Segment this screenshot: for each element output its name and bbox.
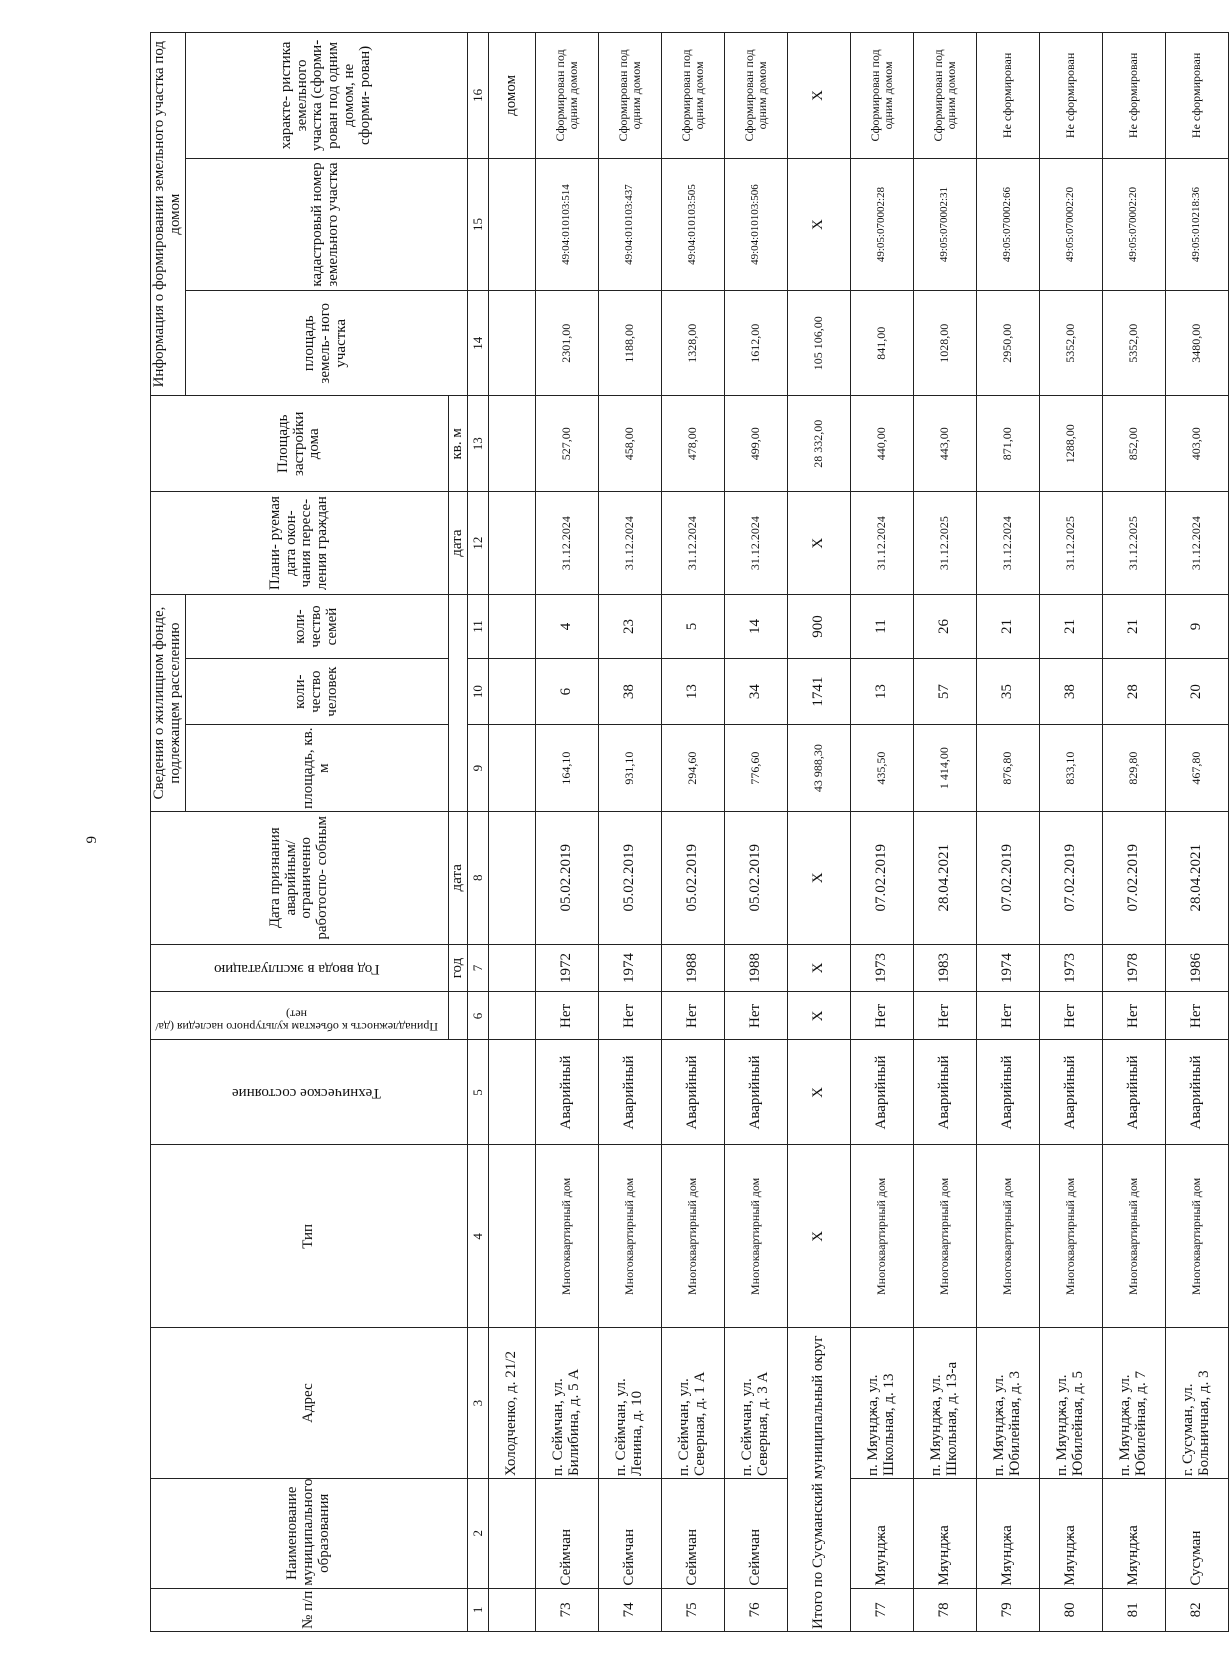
column-number: 8 [467,812,488,944]
cell-type: Многоквартирный дом [535,1145,598,1328]
table-row [1102,33,1165,1632]
cell-n: 78 [913,1588,976,1631]
column-number: 4 [467,1145,488,1328]
cell-heritage: Нет [1102,992,1165,1040]
cell-state: Аварийный [661,1040,724,1145]
cell-type: Многоквартирный дом [1165,1145,1228,1328]
cell-mo: Сусуман [1165,1478,1228,1588]
cell-build: 871,00 [976,396,1039,492]
cell-address: п. Мяунджа, ул. Юбилейная, д. 7 [1102,1328,1165,1479]
cell-year: 1988 [661,944,724,992]
cell-cad: 49:04:010103:505 [661,158,724,290]
cell-char: Сформирован под одним домом [850,33,913,159]
table-row [1165,33,1228,1632]
unit-year: год [448,944,467,992]
cell-state: Аварийный [598,1040,661,1145]
cell-type: Многоквартирный дом [913,1145,976,1328]
cell-state: Аварийный [850,1040,913,1145]
cell-n: 75 [661,1588,724,1631]
cell-n: 73 [535,1588,598,1631]
table-row [535,33,598,1632]
table-row [850,33,913,1632]
header-characteristic: характе- ристика земельного участка (сформи- рован под одним домом, не сформи- рован) [185,33,467,159]
cell-address: п. Сеймчан, ул. Ленина, д. 10 [598,1328,661,1479]
header-land-area: площадь земель- ного участка [185,291,467,396]
column-number: 6 [467,992,488,1040]
cell-mo: Мяунджа [1039,1478,1102,1588]
table-row [661,33,724,1632]
cell-build: 852,00 [1102,396,1165,492]
unit-build-area: кв. м [448,396,467,492]
cell-char: Не сформирован [1039,33,1102,159]
cell-land: 2950,00 [976,291,1039,396]
header-address: Адрес [151,1328,468,1479]
cell-heritage: Нет [850,992,913,1040]
page-number: 9 [84,835,100,843]
cell-area: 833,10 [1039,725,1102,812]
cell-cad: 49:04:010103:514 [535,158,598,290]
header-state: Техническое состояние [151,1040,468,1145]
cell-address: п. Мяунджа, ул. Юбилейная, д. 3 [976,1328,1039,1479]
cell-build: 458,00 [598,396,661,492]
column-number: 16 [467,33,488,159]
cell-date: 05.02.2019 [535,812,598,944]
cell-end: 31.12.2024 [850,492,913,595]
cell-families: 14 [724,595,787,659]
cell-area: 467,80 [1165,725,1228,812]
cell-year: 1973 [1039,944,1102,992]
cell-families: 11 [850,595,913,659]
cell-people: 13 [850,659,913,725]
column-number: 10 [467,659,488,725]
header-type: Тип [151,1145,468,1328]
column-number: 1 [467,1588,488,1631]
cell-mo: Сеймчан [598,1478,661,1588]
cell-heritage: Нет [535,992,598,1040]
cell-people: 20 [1165,659,1228,725]
cell-land: 3480,00 [1165,291,1228,396]
cell-address: г. Сусуман, ул. Больничная, д. 3 [1165,1328,1228,1479]
cell-families: 21 [976,595,1039,659]
cell-cad: 49:04:010103:506 [724,158,787,290]
cell-n: 77 [850,1588,913,1631]
cell-year: 1972 [535,944,598,992]
cell-type: Многоквартирный дом [1102,1145,1165,1328]
cell-type: Многоквартирный дом [598,1145,661,1328]
total-row: Итого по Сусуманский муниципальный округ X X X X X 43 988,30 1741 900 X 28 332,00 105 106,00 X X [787,33,850,1632]
cell-mo: Мяунджа [976,1478,1039,1588]
rotated-table-container [150,32,1212,1632]
cell-date: 05.02.2019 [661,812,724,944]
cell-cad: 49:05:010218:36 [1165,158,1228,290]
column-number: 12 [467,492,488,595]
cell-end: 31.12.2024 [598,492,661,595]
cell-people: 28 [1102,659,1165,725]
cell-people: 38 [1039,659,1102,725]
column-number: 7 [467,944,488,992]
unit-end-date: дата [448,492,467,595]
cell-state: Аварийный [976,1040,1039,1145]
cell-state: Аварийный [1102,1040,1165,1145]
header-families: коли- чество семей [185,595,448,659]
cell-area: 876,80 [976,725,1039,812]
cell-mo: Мяунджа [1102,1478,1165,1588]
cell-people: 57 [913,659,976,725]
cell-build: 443,00 [913,396,976,492]
table-row [976,33,1039,1632]
cell-build: 499,00 [724,396,787,492]
cell-area: 829,80 [1102,725,1165,812]
cell-end: 31.12.2024 [661,492,724,595]
cell-char: Сформирован под одним домом [724,33,787,159]
column-number: 14 [467,291,488,396]
cell-cad: 49:05:070002:20 [1102,158,1165,290]
cell-land: 2301,00 [535,291,598,396]
cell-cad: 49:05:070002:66 [976,158,1039,290]
unit-date: дата [448,812,467,944]
cell-address: п. Сеймчан, ул. Северная, д. 1 А [661,1328,724,1479]
cell-people: 38 [598,659,661,725]
cell-families: 9 [1165,595,1228,659]
cell-address: п. Сеймчан, ул. Северная, д. 3 А [724,1328,787,1479]
cell-char: Сформирован под одним домом [913,33,976,159]
housing-table [150,32,1229,1632]
cell-area: 435,50 [850,725,913,812]
header-housing-group: Сведения о жилищном фонде, подлежащем расселению [151,595,186,812]
cell-area: 164,10 [535,725,598,812]
cell-end: 31.12.2025 [1102,492,1165,595]
cell-mo: Мяунджа [913,1478,976,1588]
cell-area: 294,60 [661,725,724,812]
table-row: Холодченко, д. 21/2 домом [488,33,535,1632]
cell-year: 1974 [976,944,1039,992]
cell-state: Аварийный [1165,1040,1228,1145]
cell-year: 1983 [913,944,976,992]
cell-cad: 49:05:070002:20 [1039,158,1102,290]
header-date: Дата признания аварийным/ ограниченно работоспо- собным [151,812,449,944]
cell-date: 07.02.2019 [1039,812,1102,944]
cell-families: 21 [1039,595,1102,659]
header-mo: Наименование муниципального образования [151,1478,468,1588]
cell-char: Сформирован под одним домом [598,33,661,159]
cell-state: Аварийный [535,1040,598,1145]
cell-mo: Сеймчан [724,1478,787,1588]
cell-type: Многоквартирный дом [661,1145,724,1328]
cell-people: 6 [535,659,598,725]
cell-address: п. Мяунджа, ул. Юбилейная, д. 5 [1039,1328,1102,1479]
header-heritage: Принадлежность к объектам культурного наследия (да/нет) [151,992,449,1040]
cell-end: 31.12.2024 [724,492,787,595]
cell-end: 31.12.2024 [976,492,1039,595]
cell-people: 34 [724,659,787,725]
cell-year: 1978 [1102,944,1165,992]
cell-heritage: Нет [1039,992,1102,1040]
cell-cad: 49:04:010103:437 [598,158,661,290]
cell-end: 31.12.2025 [913,492,976,595]
cell-date: 28.04.2021 [913,812,976,944]
cell-cad: 49:05:070002:31 [913,158,976,290]
cell-char: Сформирован под одним домом [661,33,724,159]
cell-year: 1986 [1165,944,1228,992]
cell-end: 31.12.2024 [1165,492,1228,595]
cell-end: 31.12.2024 [535,492,598,595]
cell-land: 5352,00 [1039,291,1102,396]
cell-date: 07.02.2019 [850,812,913,944]
cell-state: Аварийный [913,1040,976,1145]
cell-n: 80 [1039,1588,1102,1631]
cell-address: п. Сеймчан, ул. Билибина, д. 5 А [535,1328,598,1479]
cell-mo: Сеймчан [661,1478,724,1588]
cell-year: 1974 [598,944,661,992]
cell-type: Многоквартирный дом [1039,1145,1102,1328]
header-end-date: Плани- руемая дата окон- чания пересе- ления граждан [151,492,449,595]
cell-char: Сформирован под одним домом [535,33,598,159]
cell-date: 05.02.2019 [598,812,661,944]
cell-n: 81 [1102,1588,1165,1631]
cell-area: 1 414,00 [913,725,976,812]
cell-families: 4 [535,595,598,659]
cell-area: 776,60 [724,725,787,812]
cell-land: 1612,00 [724,291,787,396]
cell-type: Многоквартирный дом [850,1145,913,1328]
cell-mo: Мяунджа [850,1478,913,1588]
cell-people: 13 [661,659,724,725]
cell-heritage: Нет [724,992,787,1040]
cell-year: 1988 [724,944,787,992]
header-people: коли- чество человек [185,659,448,725]
header-year: Год ввода в эксплуатацию [151,944,449,992]
cell-families: 21 [1102,595,1165,659]
column-number: 15 [467,158,488,290]
cell-type: Многоквартирный дом [724,1145,787,1328]
cell-build: 1288,00 [1039,396,1102,492]
cell-land: 1328,00 [661,291,724,396]
cell-families: 5 [661,595,724,659]
cell-n: 79 [976,1588,1039,1631]
cell-land: 1188,00 [598,291,661,396]
cell-build: 527,00 [535,396,598,492]
cell-char: Не сформирован [1165,33,1228,159]
cell-date: 07.02.2019 [1102,812,1165,944]
cell-end: 31.12.2025 [1039,492,1102,595]
header-number: № п/п [151,1588,468,1631]
cell-heritage: Нет [598,992,661,1040]
cell-date: 07.02.2019 [976,812,1039,944]
cell-heritage: Нет [913,992,976,1040]
cell-n: 76 [724,1588,787,1631]
cell-type: Многоквартирный дом [976,1145,1039,1328]
cell-state: Аварийный [1039,1040,1102,1145]
column-number: 11 [467,595,488,659]
cell-heritage: Нет [976,992,1039,1040]
header-cadastral: кадастровый номер земельного участка [185,158,467,290]
cell-land: 841,00 [850,291,913,396]
cell-mo: Сеймчан [535,1478,598,1588]
cell-build: 403,00 [1165,396,1228,492]
column-number: 13 [467,396,488,492]
cell-build: 478,00 [661,396,724,492]
header-land-group: Информация о формировании земельного участка под домом [151,33,186,396]
table-row [598,33,661,1632]
cell-heritage: Нет [1165,992,1228,1040]
cell-char: Не сформирован [976,33,1039,159]
cell-land: 5352,00 [1102,291,1165,396]
cell-area: 931,10 [598,725,661,812]
cell-address: п. Мяунджа, ул. Школьная, д. 13-а [913,1328,976,1479]
cell-heritage: Нет [661,992,724,1040]
cell-state: Аварийный [724,1040,787,1145]
cell-n: 74 [598,1588,661,1631]
column-number: 2 [467,1478,488,1588]
cell-families: 26 [913,595,976,659]
cell-char: Не сформирован [1102,33,1165,159]
header-build-area: Площадь застройки дома [151,396,449,492]
cell-n: 82 [1165,1588,1228,1631]
cell-date: 05.02.2019 [724,812,787,944]
header-area: площадь, кв. м [185,725,448,812]
cell-year: 1973 [850,944,913,992]
cell-families: 23 [598,595,661,659]
table-row [1039,33,1102,1632]
column-number: 9 [467,725,488,812]
table-row [913,33,976,1632]
table-row [724,33,787,1632]
cell-build: 440,00 [850,396,913,492]
cell-address: п. Мяунджа, ул. Школьная, д. 13 [850,1328,913,1479]
cell-cad: 49:05:070002:28 [850,158,913,290]
cell-people: 35 [976,659,1039,725]
column-number: 3 [467,1328,488,1479]
cell-land: 1028,00 [913,291,976,396]
column-number: 5 [467,1040,488,1145]
cell-date: 28.04.2021 [1165,812,1228,944]
